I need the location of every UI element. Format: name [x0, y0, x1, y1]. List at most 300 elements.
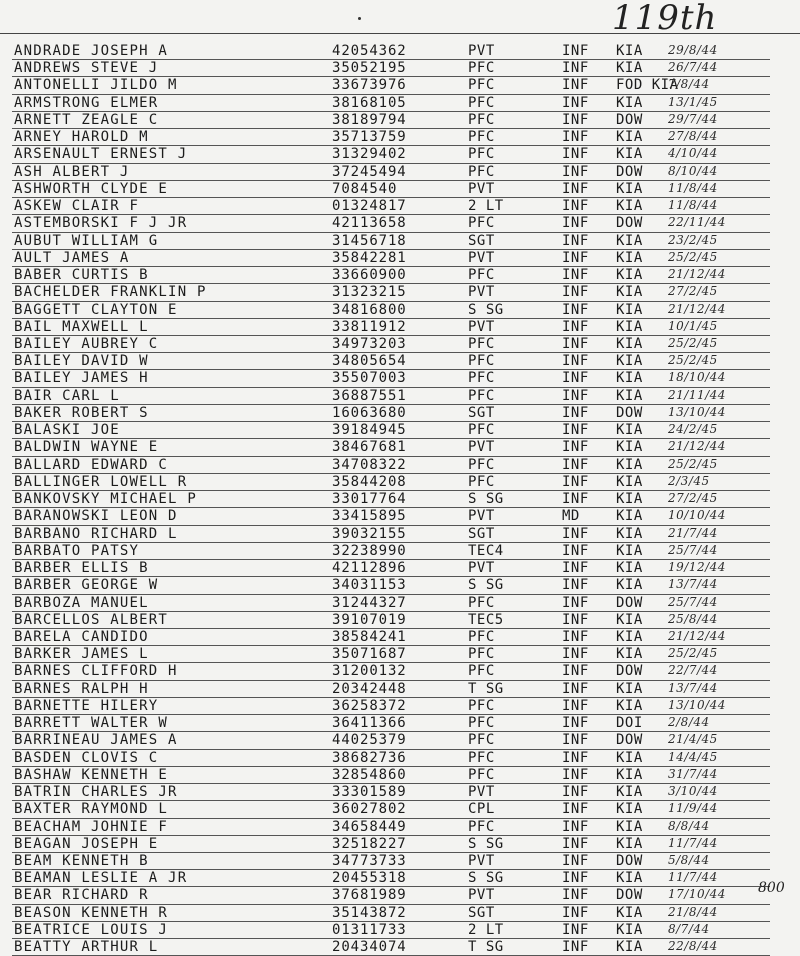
serial-number: 42112896	[332, 560, 407, 577]
table-row	[0, 474, 800, 491]
serial-number: 39184945	[332, 422, 407, 439]
soldier-name: BABER CURTIS B	[14, 267, 149, 284]
table-row	[0, 870, 800, 887]
soldier-name: BAIR CARL L	[14, 387, 120, 404]
serial-number: 39032155	[332, 525, 407, 542]
table-row	[0, 732, 800, 749]
rank: TEC5	[468, 611, 504, 628]
soldier-name: AUBUT WILLIAM G	[14, 232, 159, 249]
rank: PFC	[468, 353, 495, 370]
casualty-status: KIA	[616, 146, 643, 163]
branch: INF	[562, 232, 589, 249]
rank: PVT	[468, 249, 495, 266]
casualty-date: 25/2/45	[668, 249, 718, 264]
casualty-status: KIA	[616, 508, 643, 525]
soldier-name: BAKER ROBERT S	[14, 404, 149, 421]
branch: INF	[562, 491, 589, 508]
serial-number: 35844208	[332, 473, 407, 490]
casualty-date: 27/2/45	[668, 491, 718, 506]
soldier-name: ANDRADE JOSEPH A	[14, 43, 169, 59]
branch: INF	[562, 887, 589, 904]
rank: PVT	[468, 853, 495, 870]
rank: PFC	[468, 749, 495, 766]
casualty-status: DOW	[616, 111, 643, 128]
rank: PFC	[468, 715, 495, 732]
serial-number: 38682736	[332, 749, 407, 766]
rank: PVT	[468, 784, 495, 801]
table-row	[0, 164, 800, 181]
casualty-date: 26/7/44	[668, 60, 718, 75]
table-row	[0, 508, 800, 525]
table-row	[0, 457, 800, 474]
casualty-date: 29/7/44	[668, 111, 718, 126]
table-row	[0, 284, 800, 301]
branch: INF	[562, 404, 589, 421]
serial-number: 34816800	[332, 301, 407, 318]
casualty-date: 11/8/44	[668, 198, 718, 213]
rank: PFC	[468, 60, 495, 77]
soldier-name: BEAM KENNETH B	[14, 853, 149, 870]
soldier-name: BATRIN CHARLES JR	[14, 784, 178, 801]
serial-number: 42113658	[332, 215, 407, 232]
serial-number: 38168105	[332, 94, 407, 111]
table-row	[0, 43, 800, 60]
rank: PVT	[468, 43, 495, 59]
serial-number: 34031153	[332, 577, 407, 594]
casualty-status: KIA	[616, 249, 643, 266]
rank: PFC	[468, 94, 495, 111]
serial-number: 20434074	[332, 939, 407, 956]
soldier-name: ARNETT ZEAGLE C	[14, 111, 159, 128]
casualty-date: 29/8/44	[668, 43, 718, 57]
rank: PFC	[468, 456, 495, 473]
branch: INF	[562, 198, 589, 215]
soldier-name: BEAMAN LESLIE A JR	[14, 870, 188, 887]
casualty-status: DOW	[616, 404, 643, 421]
casualty-status: KIA	[616, 43, 643, 59]
branch: INF	[562, 697, 589, 714]
soldier-name: ARMSTRONG ELMER	[14, 94, 159, 111]
table-row	[0, 95, 800, 112]
casualty-status: KIA	[616, 784, 643, 801]
rank: 2 LT	[468, 198, 504, 215]
serial-number: 38467681	[332, 439, 407, 456]
serial-number: 36887551	[332, 387, 407, 404]
casualty-status: KIA	[616, 697, 643, 714]
branch: INF	[562, 732, 589, 749]
serial-number: 32518227	[332, 835, 407, 852]
serial-number: 33811912	[332, 318, 407, 335]
casualty-status: KIA	[616, 749, 643, 766]
casualty-date: 24/2/45	[668, 422, 718, 437]
soldier-name: BARRETT WALTER W	[14, 715, 169, 732]
table-row	[0, 370, 800, 387]
casualty-status: KIA	[616, 835, 643, 852]
casualty-date: 2/3/45	[668, 473, 710, 488]
casualty-date: 21/12/44	[668, 267, 726, 282]
table-row	[0, 405, 800, 422]
casualty-status: KIA	[616, 180, 643, 197]
soldier-name: BARBATO PATSY	[14, 542, 140, 559]
branch: INF	[562, 318, 589, 335]
casualty-date: 27/8/44	[668, 129, 718, 144]
table-row	[0, 905, 800, 922]
rank: PVT	[468, 508, 495, 525]
soldier-name: ASHWORTH CLYDE E	[14, 180, 169, 197]
soldier-name: BARBER ELLIS B	[14, 560, 149, 577]
branch: INF	[562, 801, 589, 818]
casualty-status: KIA	[616, 801, 643, 818]
casualty-date: 21/4/45	[668, 732, 718, 747]
rank: CPL	[468, 801, 495, 818]
table-row	[0, 560, 800, 577]
branch: INF	[562, 146, 589, 163]
table-row	[0, 146, 800, 163]
rank: PVT	[468, 318, 495, 335]
soldier-name: BASHAW KENNETH E	[14, 766, 169, 783]
table-row	[0, 646, 800, 663]
casualty-date: 4/10/44	[668, 146, 718, 161]
rank: PFC	[468, 473, 495, 490]
serial-number: 35071687	[332, 646, 407, 663]
rank: PFC	[468, 77, 495, 94]
table-row	[0, 112, 800, 129]
serial-number: 34773733	[332, 853, 407, 870]
branch: INF	[562, 77, 589, 94]
casualty-status: KIA	[616, 646, 643, 663]
soldier-name: ASTEMBORSKI F J JR	[14, 215, 188, 232]
table-row	[0, 801, 800, 818]
branch: INF	[562, 818, 589, 835]
table-row	[0, 353, 800, 370]
casualty-status: KIA	[616, 129, 643, 146]
branch: INF	[562, 335, 589, 352]
casualty-status: KIA	[616, 939, 643, 956]
serial-number: 36027802	[332, 801, 407, 818]
serial-number: 36258372	[332, 697, 407, 714]
rank: PFC	[468, 267, 495, 284]
serial-number: 01324817	[332, 198, 407, 215]
casualty-status: KIA	[616, 318, 643, 335]
casualty-status: KIA	[616, 766, 643, 783]
casualty-status: KIA	[616, 439, 643, 456]
rank: SGT	[468, 404, 495, 421]
casualty-date: 25/2/45	[668, 456, 718, 471]
soldier-name: ANTONELLI JILDO M	[14, 77, 178, 94]
branch: INF	[562, 249, 589, 266]
branch: INF	[562, 439, 589, 456]
casualty-date: 13/7/44	[668, 577, 718, 592]
branch: INF	[562, 111, 589, 128]
casualty-status: KIA	[616, 353, 643, 370]
table-row	[0, 595, 800, 612]
rank: S SG	[468, 301, 504, 318]
casualty-date: 11/8/44	[668, 180, 718, 195]
branch: INF	[562, 456, 589, 473]
table-row	[0, 77, 800, 94]
soldier-name: BARNETTE HILERY	[14, 697, 159, 714]
casualty-date: 25/2/45	[668, 335, 718, 350]
casualty-date: 7/8/44	[668, 77, 710, 92]
soldier-name: BARBANO RICHARD L	[14, 525, 178, 542]
rank: PFC	[468, 766, 495, 783]
serial-number: 7084540	[332, 180, 398, 197]
branch: INF	[562, 577, 589, 594]
serial-number: 35143872	[332, 904, 407, 921]
table-row	[0, 836, 800, 853]
rank: S SG	[468, 835, 504, 852]
soldier-name: BARNES CLIFFORD H	[14, 663, 178, 680]
branch: INF	[562, 766, 589, 783]
branch: INF	[562, 301, 589, 318]
casualty-status: KIA	[616, 232, 643, 249]
casualty-status: KIA	[616, 560, 643, 577]
soldier-name: ASKEW CLAIR F	[14, 198, 140, 215]
soldier-name: ASH ALBERT J	[14, 163, 130, 180]
serial-number: 36411366	[332, 715, 407, 732]
serial-number: 20342448	[332, 680, 407, 697]
table-row	[0, 422, 800, 439]
soldier-name: BEAGAN JOSEPH E	[14, 835, 159, 852]
rank: T SG	[468, 680, 504, 697]
casualty-status: DOW	[616, 887, 643, 904]
serial-number: 34805654	[332, 353, 407, 370]
casualty-date: 25/2/45	[668, 646, 718, 661]
serial-number: 33673976	[332, 77, 407, 94]
casualty-status: KIA	[616, 387, 643, 404]
soldier-name: BAILEY DAVID W	[14, 353, 149, 370]
soldier-name: BASDEN CLOVIS C	[14, 749, 159, 766]
table-row	[0, 887, 800, 904]
regiment-heading: 119th	[612, 0, 718, 38]
serial-number: 32238990	[332, 542, 407, 559]
casualty-status: KIA	[616, 542, 643, 559]
rank: PFC	[468, 663, 495, 680]
rank: PFC	[468, 628, 495, 645]
casualty-date: 25/2/45	[668, 353, 718, 368]
soldier-name: BARANOWSKI LEON D	[14, 508, 178, 525]
casualty-status: KIA	[616, 680, 643, 697]
table-row	[0, 388, 800, 405]
casualty-date: 3/10/44	[668, 784, 718, 799]
branch: INF	[562, 939, 589, 956]
rank: PFC	[468, 594, 495, 611]
casualty-status: KIA	[616, 904, 643, 921]
soldier-name: BALLINGER LOWELL R	[14, 473, 188, 490]
casualty-date: 8/8/44	[668, 818, 710, 833]
table-row	[0, 267, 800, 284]
branch: INF	[562, 129, 589, 146]
casualty-date: 13/7/44	[668, 680, 718, 695]
table-row	[0, 784, 800, 801]
soldier-name: BEACHAM JOHNIE F	[14, 818, 169, 835]
branch: INF	[562, 163, 589, 180]
table-row	[0, 215, 800, 232]
casualty-status: KIA	[616, 198, 643, 215]
rank: PFC	[468, 387, 495, 404]
rank: PFC	[468, 646, 495, 663]
soldier-name: BAXTER RAYMOND L	[14, 801, 169, 818]
branch: INF	[562, 784, 589, 801]
page-number: 800	[758, 880, 785, 896]
casualty-status: DOW	[616, 594, 643, 611]
soldier-name: BARRINEAU JAMES A	[14, 732, 178, 749]
branch: INF	[562, 904, 589, 921]
serial-number: 35052195	[332, 60, 407, 77]
casualty-date: 10/10/44	[668, 508, 726, 523]
rank: SGT	[468, 232, 495, 249]
table-row	[0, 198, 800, 215]
table-row	[0, 181, 800, 198]
branch: INF	[562, 387, 589, 404]
casualty-status: DOW	[616, 663, 643, 680]
casualty-date: 22/7/44	[668, 663, 718, 678]
casualty-date: 8/10/44	[668, 163, 718, 178]
serial-number: 35842281	[332, 249, 407, 266]
table-row	[0, 319, 800, 336]
soldier-name: BAGGETT CLAYTON E	[14, 301, 178, 318]
casualty-date: 21/12/44	[668, 301, 726, 316]
casualty-status: KIA	[616, 611, 643, 628]
table-row	[0, 767, 800, 784]
branch: INF	[562, 473, 589, 490]
casualty-status: KIA	[616, 267, 643, 284]
soldier-name: BEATTY ARTHUR L	[14, 939, 159, 956]
casualty-date: 25/7/44	[668, 594, 718, 609]
table-row	[0, 526, 800, 543]
branch: INF	[562, 921, 589, 938]
branch: INF	[562, 611, 589, 628]
rank: PVT	[468, 284, 495, 301]
table-row	[0, 612, 800, 629]
casualty-status: KIA	[616, 577, 643, 594]
table-row	[0, 577, 800, 594]
branch: INF	[562, 680, 589, 697]
table-row	[0, 543, 800, 560]
rank: S SG	[468, 491, 504, 508]
casualty-status: KIA	[616, 301, 643, 318]
serial-number: 35507003	[332, 370, 407, 387]
serial-number: 33017764	[332, 491, 407, 508]
rank: TEC4	[468, 542, 504, 559]
serial-number: 34708322	[332, 456, 407, 473]
soldier-name: BEASON KENNETH R	[14, 904, 169, 921]
rank: PVT	[468, 887, 495, 904]
table-row	[0, 233, 800, 250]
rank: PFC	[468, 129, 495, 146]
branch: INF	[562, 870, 589, 887]
casualty-date: 14/4/45	[668, 749, 718, 764]
rank: PFC	[468, 146, 495, 163]
branch: INF	[562, 422, 589, 439]
table-row	[0, 129, 800, 146]
soldier-name: BARBER GEORGE W	[14, 577, 159, 594]
casualty-date: 23/2/45	[668, 232, 718, 247]
casualty-date: 22/11/44	[668, 215, 726, 230]
table-row	[0, 698, 800, 715]
rank: S SG	[468, 870, 504, 887]
rank: PFC	[468, 422, 495, 439]
branch: INF	[562, 284, 589, 301]
casualty-date: 25/7/44	[668, 542, 718, 557]
branch: INF	[562, 43, 589, 59]
soldier-name: ARNEY HAROLD M	[14, 129, 149, 146]
serial-number: 32854860	[332, 766, 407, 783]
soldier-name: BANKOVSKY MICHAEL P	[14, 491, 197, 508]
branch: INF	[562, 594, 589, 611]
casualty-date: 21/11/44	[668, 387, 726, 402]
casualty-date: 11/7/44	[668, 870, 718, 885]
branch: INF	[562, 646, 589, 663]
casualty-date: 13/1/45	[668, 94, 718, 109]
serial-number: 38189794	[332, 111, 407, 128]
serial-number: 39107019	[332, 611, 407, 628]
branch: INF	[562, 353, 589, 370]
casualty-status: DOI	[616, 715, 643, 732]
casualty-date: 21/12/44	[668, 439, 726, 454]
casualty-date: 2/8/44	[668, 715, 710, 730]
table-row	[0, 250, 800, 267]
branch: INF	[562, 715, 589, 732]
casualty-status: KIA	[616, 870, 643, 887]
soldier-name: BAILEY AUBREY C	[14, 335, 159, 352]
casualty-date: 18/10/44	[668, 370, 726, 385]
serial-number: 33660900	[332, 267, 407, 284]
casualty-status: KIA	[616, 94, 643, 111]
soldier-name: BALDWIN WAYNE E	[14, 439, 159, 456]
table-row	[0, 491, 800, 508]
table-row	[0, 336, 800, 353]
table-row	[0, 819, 800, 836]
soldier-name: BACHELDER FRANKLIN P	[14, 284, 207, 301]
serial-number: 20455318	[332, 870, 407, 887]
serial-number: 35713759	[332, 129, 407, 146]
rank: PFC	[468, 111, 495, 128]
soldier-name: ARSENAULT ERNEST J	[14, 146, 188, 163]
soldier-name: BAILEY JAMES H	[14, 370, 149, 387]
casualty-date: 31/7/44	[668, 766, 718, 781]
rank: S SG	[468, 577, 504, 594]
rank: SGT	[468, 904, 495, 921]
soldier-name: BARBOZA MANUEL	[14, 594, 149, 611]
casualty-date: 10/1/45	[668, 318, 718, 333]
soldier-name: AULT JAMES A	[14, 249, 130, 266]
branch: MD	[562, 508, 580, 525]
table-row	[0, 939, 800, 956]
rank: PFC	[468, 335, 495, 352]
soldier-name: BEATRICE LOUIS J	[14, 921, 169, 938]
rank: PFC	[468, 215, 495, 232]
casualty-date: 25/8/44	[668, 611, 718, 626]
soldier-name: BARKER JAMES L	[14, 646, 149, 663]
casualty-status: KIA	[616, 370, 643, 387]
rank: PFC	[468, 370, 495, 387]
casualty-date: 21/8/44	[668, 904, 718, 919]
casualty-status: DOW	[616, 853, 643, 870]
rank: PFC	[468, 697, 495, 714]
serial-number: 31244327	[332, 594, 407, 611]
branch: INF	[562, 853, 589, 870]
casualty-status: FOD KIA	[616, 77, 679, 94]
branch: INF	[562, 60, 589, 77]
table-row	[0, 439, 800, 456]
serial-number: 31456718	[332, 232, 407, 249]
casualty-date: 27/2/45	[668, 284, 718, 299]
table-row	[0, 629, 800, 646]
casualty-date: 22/8/44	[668, 939, 718, 954]
casualty-status: KIA	[616, 284, 643, 301]
rank: T SG	[468, 939, 504, 956]
